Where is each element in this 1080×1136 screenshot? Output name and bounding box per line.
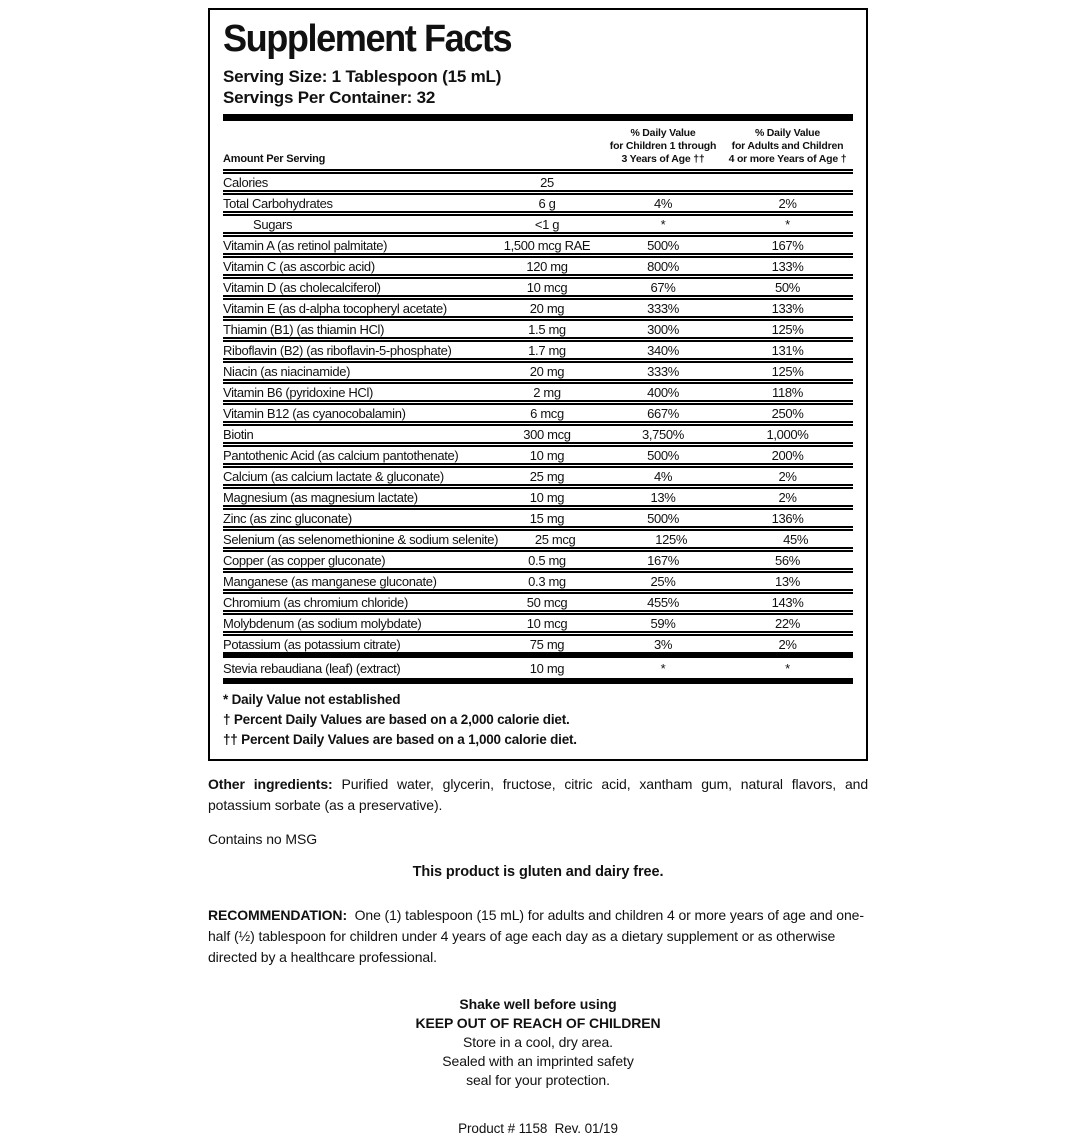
nutrient-amount: 25 mcg xyxy=(534,531,576,547)
table-row xyxy=(223,337,853,358)
nutrient-amount: 300 mcg xyxy=(523,426,571,442)
dv-children-value: 667% xyxy=(647,405,679,421)
nutrient-name: Selenium (as selenomethionine & sodium selenite) xyxy=(223,531,499,547)
footnotes xyxy=(223,684,853,759)
nutrient-name: Niacin (as niacinamide) xyxy=(223,363,351,379)
nutrient-amount: 1.5 mg xyxy=(528,321,566,337)
table-row xyxy=(223,232,853,253)
nutrient-name: Calories xyxy=(223,174,268,190)
dv-adults-value: 143% xyxy=(771,594,804,610)
table-header-row xyxy=(223,121,853,174)
dv-adults-value: 118% xyxy=(772,384,803,400)
shake-well-line: Shake well before using xyxy=(459,995,617,1012)
dv-adults-value: * xyxy=(785,660,790,676)
dv-adults-value: 136% xyxy=(771,510,804,526)
nutrient-name: Pantothenic Acid (as calcium pantothenate) xyxy=(223,447,459,463)
table-row xyxy=(223,274,853,295)
table-row xyxy=(223,358,853,379)
nutrient-amount: 120 mg xyxy=(526,258,568,274)
sealed-line: Sealed with an imprinted safety xyxy=(442,1052,634,1069)
seal-protection-line: seal for your protection. xyxy=(466,1071,610,1088)
nutrient-name: Vitamin C (as ascorbic acid) xyxy=(223,258,375,274)
dv-children-value: 500% xyxy=(647,237,679,253)
dv-children-value: 800% xyxy=(647,258,679,274)
nutrient-amount: <1 g xyxy=(534,216,560,232)
table-row xyxy=(223,526,853,547)
nutrient-amount: 25 xyxy=(540,174,554,190)
nutrient-amount: 50 mcg xyxy=(526,594,568,610)
dv-adults-value: 125% xyxy=(771,321,804,337)
dv-children-value: 4% xyxy=(653,468,673,484)
recommendation xyxy=(208,905,868,968)
footnote-asterisk: * Daily Value not established xyxy=(223,691,401,707)
dv-children-header xyxy=(604,127,722,166)
footnote-double-dagger: †† Percent Daily Values are based on a 1,000 calorie diet. xyxy=(223,731,577,747)
table-row xyxy=(223,631,853,652)
other-ingredients xyxy=(208,774,868,816)
dv-adults-value: 131% xyxy=(771,342,804,358)
nutrient-name: Calcium (as calcium lactate & gluconate) xyxy=(223,468,444,484)
table-row xyxy=(223,658,853,678)
dv-adults-header-line3: 4 or more Years of Age † xyxy=(728,152,847,165)
dv-adults-header-line2: for Adults and Children xyxy=(731,139,844,152)
product-line: Product # 1158 Rev. 01/19 xyxy=(458,1120,618,1136)
nutrient-name: Stevia rebaudiana (leaf) (extract) xyxy=(223,660,401,676)
nutrient-name: Molybdenum (as sodium molybdate) xyxy=(223,615,422,631)
usage-block xyxy=(208,995,868,1090)
table-row xyxy=(223,316,853,337)
dv-children-value: 25% xyxy=(650,573,676,589)
nutrient-amount: 1,500 mcg RAE xyxy=(503,237,591,253)
dv-adults-value: 250% xyxy=(771,405,804,421)
dv-children-value: 300% xyxy=(647,321,679,337)
table-row xyxy=(223,379,853,400)
dv-adults-value: 2% xyxy=(778,468,797,484)
table-row xyxy=(223,568,853,589)
nutrient-amount: 15 mg xyxy=(529,510,565,526)
dv-children-value: 4% xyxy=(653,195,673,211)
nutrient-amount: 10 mg xyxy=(529,489,565,505)
thick-rule-top xyxy=(223,114,853,121)
dv-adults-value: 200% xyxy=(771,447,804,463)
dv-adults-value: 133% xyxy=(771,258,804,274)
table-row xyxy=(223,295,853,316)
facts-box xyxy=(208,8,868,761)
table-row xyxy=(223,190,853,211)
dv-adults-value: 45% xyxy=(783,531,809,547)
table-row xyxy=(223,610,853,631)
nutrient-amount: 20 mg xyxy=(529,300,565,316)
dv-adults-value: * xyxy=(785,216,790,232)
nutrient-name: Vitamin D (as cholecalciferol) xyxy=(223,279,381,295)
nutrient-name: Vitamin B6 (pyridoxine HCl) xyxy=(223,384,373,400)
dv-adults-value: 125% xyxy=(771,363,804,379)
dv-children-value: * xyxy=(660,216,666,232)
keep-out-line: KEEP OUT OF REACH OF CHILDREN xyxy=(415,1014,661,1031)
dv-children-value: 3% xyxy=(653,636,673,652)
dv-children-value: 125% xyxy=(655,531,688,547)
dv-children-value: 455% xyxy=(647,594,679,610)
table-row xyxy=(223,174,853,190)
nutrient-name: Zinc (as zinc gluconate) xyxy=(223,510,352,526)
dv-children-value: 500% xyxy=(647,510,679,526)
dv-children-value: 333% xyxy=(647,300,679,316)
extra-section xyxy=(223,652,853,684)
dv-children-value: 3,750% xyxy=(642,426,684,442)
nutrient-amount: 2 mg xyxy=(533,384,561,400)
dv-adults-value: 2% xyxy=(778,489,797,505)
dv-adults-value: 50% xyxy=(775,279,800,295)
table-row xyxy=(223,463,853,484)
dv-adults-value: 133% xyxy=(771,300,804,316)
store-line: Store in a cool, dry area. xyxy=(463,1033,613,1050)
table-row xyxy=(223,253,853,274)
amount-per-serving-header: Amount Per Serving xyxy=(223,152,326,165)
nutrient-amount: 20 mg xyxy=(529,363,565,379)
nutrient-name: Thiamin (B1) (as thiamin HCl) xyxy=(223,321,385,337)
table-row xyxy=(223,547,853,568)
other-ingredients-label: Other ingredients: xyxy=(208,775,333,792)
recommendation-label: RECOMMENDATION: xyxy=(208,906,348,923)
nutrient-name: Biotin xyxy=(223,426,254,442)
table-row xyxy=(223,505,853,526)
dv-children-value: 167% xyxy=(647,552,679,568)
nutrient-name: Total Carbohydrates xyxy=(223,195,333,211)
facts-title: Supplement Facts xyxy=(223,18,512,60)
nutrient-amount: 75 mg xyxy=(529,636,565,652)
contains-note: Contains no MSG xyxy=(208,830,317,847)
nutrient-amount: 0.3 mg xyxy=(528,573,566,589)
dv-children-value: 67% xyxy=(650,279,676,295)
nutrient-amount: 0.5 mg xyxy=(528,552,566,568)
nutrient-name: Riboflavin (B2) (as riboflavin-5-phosphate) xyxy=(223,342,452,358)
nutrient-amount: 10 mg xyxy=(529,660,565,676)
dv-children-value: * xyxy=(660,660,666,676)
nutrient-name: Manganese (as manganese gluconate) xyxy=(223,573,437,589)
nutrient-name: Vitamin E (as d-alpha tocopheryl acetate) xyxy=(223,300,447,316)
table-row xyxy=(223,421,853,442)
recommendation-text: One (1) tablespoon (15 mL) for adults and children 4 or more years of age and one-half (½) tablespoon for children under 4 years of age each day as a dietary supplement or as otherwise directed by a healthcare professional. xyxy=(208,906,864,965)
nutrient-table xyxy=(223,174,853,652)
nutrient-amount: 10 mcg xyxy=(526,279,568,295)
dv-adults-value: 56% xyxy=(775,552,800,568)
dv-children-header-line1: % Daily Value xyxy=(630,126,696,139)
dv-children-value: 59% xyxy=(650,615,676,631)
nutrient-name: Copper (as copper gluconate) xyxy=(223,552,386,568)
dv-children-value: 13% xyxy=(650,489,676,505)
nutrient-amount: 10 mg xyxy=(529,447,565,463)
serving-size-line: Serving Size: 1 Tablespoon (15 mL) xyxy=(223,66,502,86)
dv-adults-value: 13% xyxy=(775,573,800,589)
dv-children-value: 500% xyxy=(647,447,679,463)
nutrient-amount: 1.7 mg xyxy=(528,342,566,358)
dv-adults-value: 22% xyxy=(775,615,800,631)
dv-adults-value xyxy=(722,181,853,182)
nutrient-amount: 6 mcg xyxy=(530,405,564,421)
nutrient-name: Chromium (as chromium chloride) xyxy=(223,594,408,610)
nutrient-name: Magnesium (as magnesium lactate) xyxy=(223,489,418,505)
dv-adults-header xyxy=(722,127,853,166)
nutrient-amount: 25 mg xyxy=(529,468,565,484)
nutrient-name: Vitamin A (as retinol palmitate) xyxy=(223,237,388,253)
dv-children-value: 400% xyxy=(647,384,679,400)
servings-per-container-line: Servings Per Container: 32 xyxy=(223,87,436,107)
extra-nutrient-table xyxy=(223,658,853,678)
dv-adults-value: 2% xyxy=(778,636,797,652)
nutrient-name: Potassium (as potassium citrate) xyxy=(223,636,401,652)
nutrient-name: Sugars xyxy=(253,216,293,232)
nutrient-amount: 6 g xyxy=(538,195,556,211)
footnote-dagger: † Percent Daily Values are based on a 2,000 calorie diet. xyxy=(223,711,570,727)
dv-adults-value: 167% xyxy=(771,237,804,253)
table-row xyxy=(223,589,853,610)
allergen-note: This product is gluten and dairy free. xyxy=(412,863,664,880)
dv-adults-value: 1,000% xyxy=(766,426,809,442)
table-row xyxy=(223,400,853,421)
table-row xyxy=(223,442,853,463)
dv-children-value: 340% xyxy=(647,342,679,358)
nutrient-name: Vitamin B12 (as cyanocobalamin) xyxy=(223,405,406,421)
dv-adults-value: 2% xyxy=(778,195,797,211)
other-ingredients-text: Purified water, glycerin, fructose, citric acid, xantham gum, natural flavors, and potassium sorbate (as a preservative). xyxy=(208,775,869,813)
dv-children-value xyxy=(604,181,722,182)
dv-children-header-line2: for Children 1 through xyxy=(609,139,717,152)
table-row xyxy=(223,484,853,505)
dv-adults-header-line1: % Daily Value xyxy=(754,126,821,139)
dv-children-header-line3: 3 Years of Age †† xyxy=(621,152,705,165)
nutrient-amount: 10 mcg xyxy=(526,615,568,631)
dv-children-value: 333% xyxy=(647,363,679,379)
table-row xyxy=(223,211,853,232)
label-column xyxy=(208,8,868,1136)
